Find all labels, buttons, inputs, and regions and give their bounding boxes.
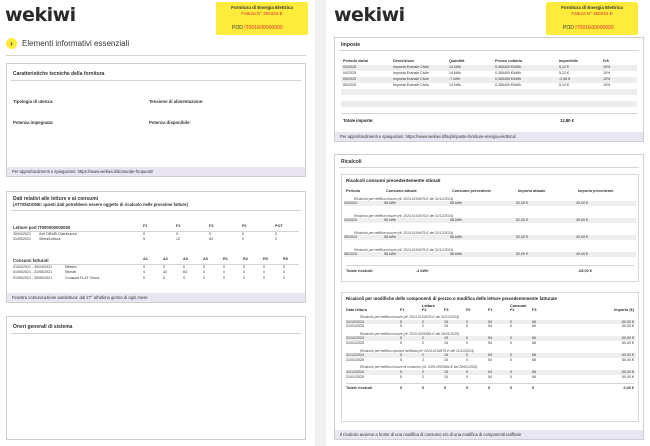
table-cell: 01/06/2021 - 30/06/2021 <box>13 275 53 280</box>
table-cell: 0 <box>510 319 512 324</box>
column-header: Importo attuale <box>518 189 546 193</box>
table-cell: Effettivi <box>65 265 77 269</box>
table-cell: 31/01/2025 <box>346 374 364 379</box>
pod-value: IT001E00000000 <box>575 25 614 31</box>
column-header: Imponibile <box>559 59 578 63</box>
imposte-box <box>334 37 644 142</box>
divider <box>346 383 634 384</box>
column-header: A1 <box>143 257 148 261</box>
table-cell: 58 kWh <box>450 252 463 256</box>
block-caption: Ricalcolo per rettifica opzione tariffaria (rif. 2024-0154679-E del 31/12/2024) <box>360 348 475 353</box>
table-row <box>344 218 636 223</box>
table-cell: 2 <box>422 319 424 324</box>
stimati-total-amount: -68,00 € <box>578 269 592 273</box>
stimati-group <box>344 231 636 240</box>
table-cell: 0 <box>243 275 245 280</box>
group-caption: Ricalcolo per rettifica misure (rif. 2024-0154679-E del 31/12/2024) <box>354 248 454 252</box>
table-cell: 58 kWh <box>450 218 463 222</box>
invoice-number: Fattura N° 360334-E <box>241 11 283 16</box>
table-cell: 0 <box>143 265 145 269</box>
table-cell: 49,00 € <box>576 235 588 239</box>
imposte-table <box>343 65 633 88</box>
table-cell: 0 <box>243 270 245 275</box>
table-cell: 2 <box>422 324 424 329</box>
consumi-table <box>13 265 303 281</box>
imposte-title: Imposte <box>341 42 361 48</box>
table-cell: 5 <box>400 374 402 379</box>
table-cell: 15 <box>444 336 448 341</box>
table-cell: Zeit ORARI Distributore <box>39 232 77 236</box>
consumi-columns <box>143 257 303 262</box>
divider <box>341 113 637 114</box>
table-cell: 54 <box>488 336 492 341</box>
table-cell: 15 <box>444 357 448 362</box>
divider <box>11 80 301 81</box>
table-cell: 52,00 € <box>516 252 528 256</box>
oneri-box <box>6 316 306 440</box>
table-cell: 0 <box>510 374 512 379</box>
potenza-impegnata-label: Potenza impegnata: <box>13 120 54 125</box>
table-cell: 0 <box>510 353 512 358</box>
table-cell: 15 <box>444 369 448 374</box>
table-cell: 2 <box>422 374 424 379</box>
table-cell: 0 <box>283 275 285 280</box>
table-cell: 49,00 € <box>576 252 588 256</box>
table-cell: -50,00 € <box>620 353 634 358</box>
column-header: Periodo dal/al <box>343 59 368 63</box>
column-header: F3 <box>209 224 214 228</box>
stimati-group <box>344 248 636 257</box>
modifiche-columns <box>346 308 634 313</box>
table-cell: 0,365400 €/kWh <box>495 77 522 81</box>
tipologia-label: Tipologia di utenza: <box>13 99 54 104</box>
table-cell: 06/2025 <box>343 83 356 87</box>
table-cell: 5,12 € <box>559 65 569 69</box>
table-cell: 03/2024 <box>344 201 357 205</box>
table-cell: 5 <box>400 369 402 374</box>
column-header: F1 <box>488 308 493 312</box>
table-cell: 58 kWh <box>384 252 397 256</box>
table-cell: 84 <box>209 237 213 242</box>
column-header: A0 <box>203 257 208 261</box>
table-row <box>346 358 636 363</box>
table-cell: 10% <box>603 77 611 81</box>
table-cell: 58 kWh <box>450 235 463 239</box>
table-cell: 54 <box>488 353 492 358</box>
table-cell: 0,365400 €/kWh <box>495 83 522 87</box>
readings-note: Finestra comunicazione autolettura: dal 27° all'ultimo giorno di ogni mese <box>7 293 305 302</box>
column-header: Periodo <box>346 189 361 193</box>
modifiche-block <box>346 349 636 363</box>
table-row <box>346 324 636 329</box>
table-cell: 15 <box>444 341 448 346</box>
table-cell: 66 <box>532 374 536 379</box>
total-cell: 0 <box>488 386 491 391</box>
table-cell: 0 <box>510 324 512 329</box>
ricalcoli-note: Il ricalcolo avviene a fronte di una modifica di consumo e/o di una modifica di componenti tariffarie <box>335 430 643 439</box>
pod-label: POD <box>563 25 574 31</box>
table-cell: 4 <box>143 270 145 275</box>
column-header: Importo (€) <box>614 308 634 312</box>
column-header: Importo precedente <box>578 189 614 193</box>
table-cell: 30/04/2021 <box>13 232 31 236</box>
table-cell: 64 <box>183 270 187 275</box>
table-cell: 0 <box>183 275 185 280</box>
table-cell: -2,56 € <box>559 77 571 81</box>
table-cell: -7 kWh <box>449 77 461 81</box>
table-cell: -50,00 € <box>620 319 634 324</box>
group-caption: Ricalcolo per rettifica misure (rif. 2024-0154679-E del 31/12/2024) <box>354 214 454 218</box>
group-label-letture: Letture <box>422 304 435 308</box>
modifiche-total-row <box>346 386 634 391</box>
group-caption: Ricalcolo per rettifica misure (rif. 2024-0154679-E del 31/12/2024) <box>354 197 454 201</box>
pod-line <box>563 25 614 31</box>
table-cell: 54 <box>488 319 492 324</box>
table-row <box>344 201 636 206</box>
table-cell: 2 <box>422 341 424 346</box>
table-cell: 0 <box>176 232 178 236</box>
column-header: Consumo attuale <box>386 189 417 193</box>
brand-logo: wekiwi <box>5 4 76 26</box>
table-cell: 66 <box>532 369 536 374</box>
table-cell: 05/2025 <box>343 77 356 81</box>
brand-logo: wekiwi <box>334 4 405 26</box>
table-cell: 50,00 € <box>622 357 634 362</box>
table-cell: Consumi FLAT Cerca <box>65 275 100 280</box>
table-cell: 31/01/2025 <box>346 341 364 346</box>
modifiche-block <box>346 315 636 329</box>
table-cell: 0 <box>143 232 145 236</box>
table-cell: 5,12 € <box>559 71 569 75</box>
table-cell: 52,00 € <box>516 201 528 205</box>
column-header: A3 <box>183 257 188 261</box>
potenza-disponibile-label: Potenza disponibile: <box>149 120 191 125</box>
divider <box>6 55 306 56</box>
column-header: POT <box>275 224 283 228</box>
column-header: F1 <box>143 224 148 228</box>
table-cell: 12 <box>176 237 180 242</box>
table-cell: 0 <box>263 270 265 275</box>
section-title: Elementi informativi essenziali <box>22 39 130 48</box>
table-cell: 31/12/2024 <box>346 336 364 341</box>
table-cell: 2 <box>422 369 424 374</box>
table-cell: 05/2024 <box>344 235 357 239</box>
table-cell: 0 <box>263 265 265 269</box>
column-header: F2 <box>176 224 181 228</box>
group-label-consumi: Consumi <box>510 304 527 308</box>
table-cell: 58 kWh <box>384 201 397 205</box>
table-cell: 01/04/2021 - 30/04/2021 <box>13 265 53 269</box>
table-cell: 5 <box>400 341 402 346</box>
consumi-label: Consumi fatturati <box>13 258 49 263</box>
table-cell: 31/01/2025 <box>346 357 364 362</box>
page-left <box>0 0 315 446</box>
table-cell: 31/01/2025 <box>346 324 364 329</box>
table-cell: 0 <box>263 275 265 280</box>
table-cell: 10% <box>603 83 611 87</box>
row-background <box>341 89 637 95</box>
pod-value: IT001E00000000 <box>244 25 283 31</box>
table-cell: -50,00 € <box>620 369 634 374</box>
table-cell: 0 <box>466 357 468 362</box>
table-row <box>344 235 636 240</box>
ricalcoli-modifiche-title: Ricalcoli per modifiche delle componenti di prezzo o modifica delle letture precedentemente fatturate <box>346 296 558 301</box>
technical-title: Caratteristiche tecniche della fornitura <box>13 71 105 77</box>
table-cell: 5 <box>400 336 402 341</box>
table-cell: 5 <box>400 324 402 329</box>
table-cell: Imposta Erariale Civile <box>393 71 429 75</box>
table-cell: 5 <box>143 237 145 242</box>
stimati-total-label: Totale ricalcoli: <box>346 269 374 273</box>
table-cell: 0 <box>466 374 468 379</box>
table-cell: 54 <box>488 357 492 362</box>
table-cell: 01/05/2021 - 31/05/2021 <box>13 270 53 275</box>
table-row <box>346 341 636 346</box>
column-header: Descrizione <box>393 59 415 63</box>
table-cell: 0 <box>510 336 512 341</box>
imposte-total-value: 12,80 € <box>560 118 574 123</box>
table-cell: 14 kWh <box>449 71 462 75</box>
letture-table <box>13 232 308 243</box>
table-cell: 66 <box>532 336 536 341</box>
table-cell: 5 <box>400 353 402 358</box>
group-caption: Ricalcolo per rettifica misure (rif. 2024-0154679-E del 31/12/2024) <box>354 231 454 235</box>
letture-pod-label: Letture pod IT000000000000 <box>13 225 71 230</box>
table-cell: 0 <box>203 275 205 280</box>
invoice-number: Fattura N° 360334-E <box>571 11 613 16</box>
total-cell: 0,00 € <box>623 386 634 391</box>
table-cell: 0 <box>223 270 225 275</box>
row-background <box>341 101 637 107</box>
column-header: F3 <box>532 308 537 312</box>
table-cell: 52,00 € <box>516 218 528 222</box>
table-cell: Stimati <box>65 270 76 275</box>
table-cell: 31/12/2024 <box>346 369 364 374</box>
column-header: F0 <box>466 308 471 312</box>
imposte-columns <box>343 59 633 64</box>
column-header: F0 <box>242 224 247 228</box>
divider <box>339 167 639 168</box>
total-cell: 0 <box>422 386 425 391</box>
table-cell: 0 <box>163 275 165 280</box>
table-cell: 58 kWh <box>384 218 397 222</box>
table-cell: 66 <box>532 324 536 329</box>
column-header: F1 <box>400 308 405 312</box>
column-header: R1 <box>223 257 228 261</box>
table-cell: -50,00 € <box>620 336 634 341</box>
table-cell: 0 <box>223 275 225 280</box>
column-header: Prezzo unitario <box>495 59 523 63</box>
table-cell: 04/2025 <box>343 71 356 75</box>
table-cell: 2 <box>422 357 424 362</box>
table-cell: 2 <box>422 353 424 358</box>
page-gap <box>315 0 326 446</box>
divider <box>346 265 634 266</box>
table-cell: 50,00 € <box>622 374 634 379</box>
modifiche-block <box>346 332 636 346</box>
table-cell: 0 <box>283 270 285 275</box>
column-header: R0 <box>283 257 288 261</box>
table-cell: Imposta Erariale Civile <box>393 83 429 87</box>
stimati-group <box>344 214 636 223</box>
table-cell: 0 <box>243 265 245 269</box>
table-cell: 0 <box>510 341 512 346</box>
tensione-label: Tensione di alimentazione: <box>149 99 204 104</box>
column-header: A2 <box>163 257 168 261</box>
table-cell: 15 <box>444 319 448 324</box>
table-cell: 54 <box>488 369 492 374</box>
table-cell: 5 <box>400 357 402 362</box>
total-cell: 0 <box>444 386 447 391</box>
table-cell: 03/2025 <box>343 65 356 69</box>
column-header: Quantità <box>449 59 465 63</box>
document-title: Fornitura di Energia Elettrica <box>231 5 293 10</box>
table-cell: 0 <box>466 341 468 346</box>
table-cell: 54 <box>488 324 492 329</box>
table-cell: 0 <box>223 265 225 269</box>
imposte-total-label: Totale imposte: <box>343 118 374 123</box>
table-cell: 49,00 € <box>576 218 588 222</box>
total-cell: 0 <box>532 386 535 391</box>
readings-title: Dati relativi alle letture e ai consumi <box>13 196 99 202</box>
table-cell: Stima/Lettura <box>39 237 61 242</box>
divider <box>11 210 301 211</box>
table-cell: 0,365400 €/kWh <box>495 71 522 75</box>
table-cell: 15 <box>444 324 448 329</box>
ricalcoli-stimati-box <box>341 174 639 282</box>
table-cell: 0 <box>163 265 165 269</box>
stimati-group <box>344 197 636 206</box>
table-cell: 0 <box>283 265 285 269</box>
ricalcoli-box <box>334 154 644 440</box>
table-cell: 15 <box>444 374 448 379</box>
table-cell: 0 <box>466 324 468 329</box>
modifiche-total-label: Totale ricalcoli <box>346 386 373 391</box>
total-cell: 0 <box>510 386 513 391</box>
table-cell: 0 <box>510 357 512 362</box>
ricalcoli-title: Ricalcoli <box>341 159 362 165</box>
table-cell: 14 kWh <box>449 65 462 69</box>
pod-label: POD <box>232 25 243 31</box>
imposte-note: Per approfondimenti e spiegazioni: https://www.wekiwi.it/faq/imposte-forniture-energia-elettrica/ <box>335 132 643 141</box>
table-cell: 0,365400 €/kWh <box>495 65 522 69</box>
table-cell: 58 kWh <box>384 235 397 239</box>
table-cell: 2 <box>422 336 424 341</box>
column-header: R3 <box>263 257 268 261</box>
technical-note: Per approfondimenti e spiegazioni: https://www.wekiwi.it/domande-frequenti/ <box>7 167 305 176</box>
technical-box <box>6 63 306 177</box>
table-cell: 31/05/2021 <box>13 237 31 242</box>
block-caption: Ricalcolo per rettifica misure (rif. 2024-0154679-E del 31/12/2024) <box>360 315 460 319</box>
table-cell: 0 <box>510 369 512 374</box>
ricalcoli-stimati-columns <box>346 189 638 194</box>
column-header: IVA <box>603 59 610 63</box>
table-cell: 42 <box>163 270 167 275</box>
table-cell: 5,12 € <box>559 83 569 87</box>
table-cell: 50,00 € <box>622 324 634 329</box>
block-caption: Ricalcolo per rettifica misure (rif. 2025-0005584-E del 28/01/2025) <box>360 331 460 336</box>
oneri-title: Oneri generali di sistema <box>13 324 73 330</box>
divider <box>339 50 639 51</box>
table-cell: 0 <box>203 270 205 275</box>
total-cell: 0 <box>400 386 403 391</box>
table-cell: 0 <box>209 232 211 236</box>
table-cell: 0 <box>466 353 468 358</box>
table-cell: 58 kWh <box>450 201 463 205</box>
table-cell: 10% <box>603 65 611 69</box>
pod-line <box>232 25 283 31</box>
page-right <box>326 0 650 446</box>
table-cell: 0 <box>466 336 468 341</box>
chevron-right-icon: › <box>6 38 17 49</box>
table-cell: 66 <box>532 353 536 358</box>
total-cell: 0 <box>466 386 469 391</box>
table-cell: Imposta Erariale Civile <box>393 65 429 69</box>
table-cell: 04/2024 <box>344 218 357 222</box>
table-cell: 31/12/2024 <box>346 353 364 358</box>
table-cell: 14 kWh <box>449 83 462 87</box>
column-header: Consumo precedente <box>452 189 491 193</box>
table-cell: 0 <box>466 319 468 324</box>
column-header: F2 <box>422 308 427 312</box>
table-cell: 54 <box>488 341 492 346</box>
table-cell: 3 <box>275 232 277 236</box>
stimati-total-row <box>346 269 638 274</box>
column-header: F3 <box>444 308 449 312</box>
spacer <box>518 269 578 274</box>
table-cell: Imposta Erariale Civile <box>393 77 429 81</box>
table-cell: 0 <box>242 232 244 236</box>
table-cell: 66 <box>532 357 536 362</box>
table-row <box>344 252 636 257</box>
table-cell: 0 <box>466 369 468 374</box>
table-cell: 31/12/2024 <box>346 319 364 324</box>
readings-subtitle: (ATTENZIONE: questi dati potrebbero essere oggetto di ricalcolo nelle prossime fatture) <box>13 202 188 207</box>
divider <box>11 333 301 334</box>
table-cell: 52,00 € <box>516 235 528 239</box>
table-cell: 0 <box>183 265 185 269</box>
ricalcoli-modifiche-box <box>341 292 639 422</box>
table-cell: 0 <box>143 275 145 280</box>
table-cell: 5 <box>400 319 402 324</box>
table-cell: 50,00 € <box>622 341 634 346</box>
table-cell: 66 <box>532 319 536 324</box>
stimati-total-consumption: -4 kWh <box>416 269 429 273</box>
table-cell: 54 <box>488 374 492 379</box>
letture-columns <box>143 224 308 229</box>
readings-box <box>6 191 306 303</box>
column-header: R2 <box>243 257 248 261</box>
table-cell: 66 <box>532 341 536 346</box>
modifiche-block <box>346 365 636 379</box>
section-heading <box>6 38 129 49</box>
table-row <box>346 375 636 380</box>
table-cell: 10% <box>603 71 611 75</box>
table-cell: 2 <box>275 237 277 242</box>
table-cell: 15 <box>444 353 448 358</box>
table-cell: 49,00 € <box>576 201 588 205</box>
block-caption: Ricalcolo per rettifica misure di consumo (rif. 2025-0005584-E del 28/01/2025) <box>360 365 478 370</box>
document-title: Fornitura di Energia Elettrica <box>561 5 623 10</box>
table-cell: 0 <box>203 265 205 269</box>
column-header: Data lettura <box>346 308 367 312</box>
table-cell: 0 <box>242 237 244 242</box>
column-header: F2 <box>510 308 515 312</box>
ricalcoli-stimati-title: Ricalcoli consumi precedentemente stimati <box>346 178 441 183</box>
table-cell: 06/2024 <box>344 252 357 256</box>
